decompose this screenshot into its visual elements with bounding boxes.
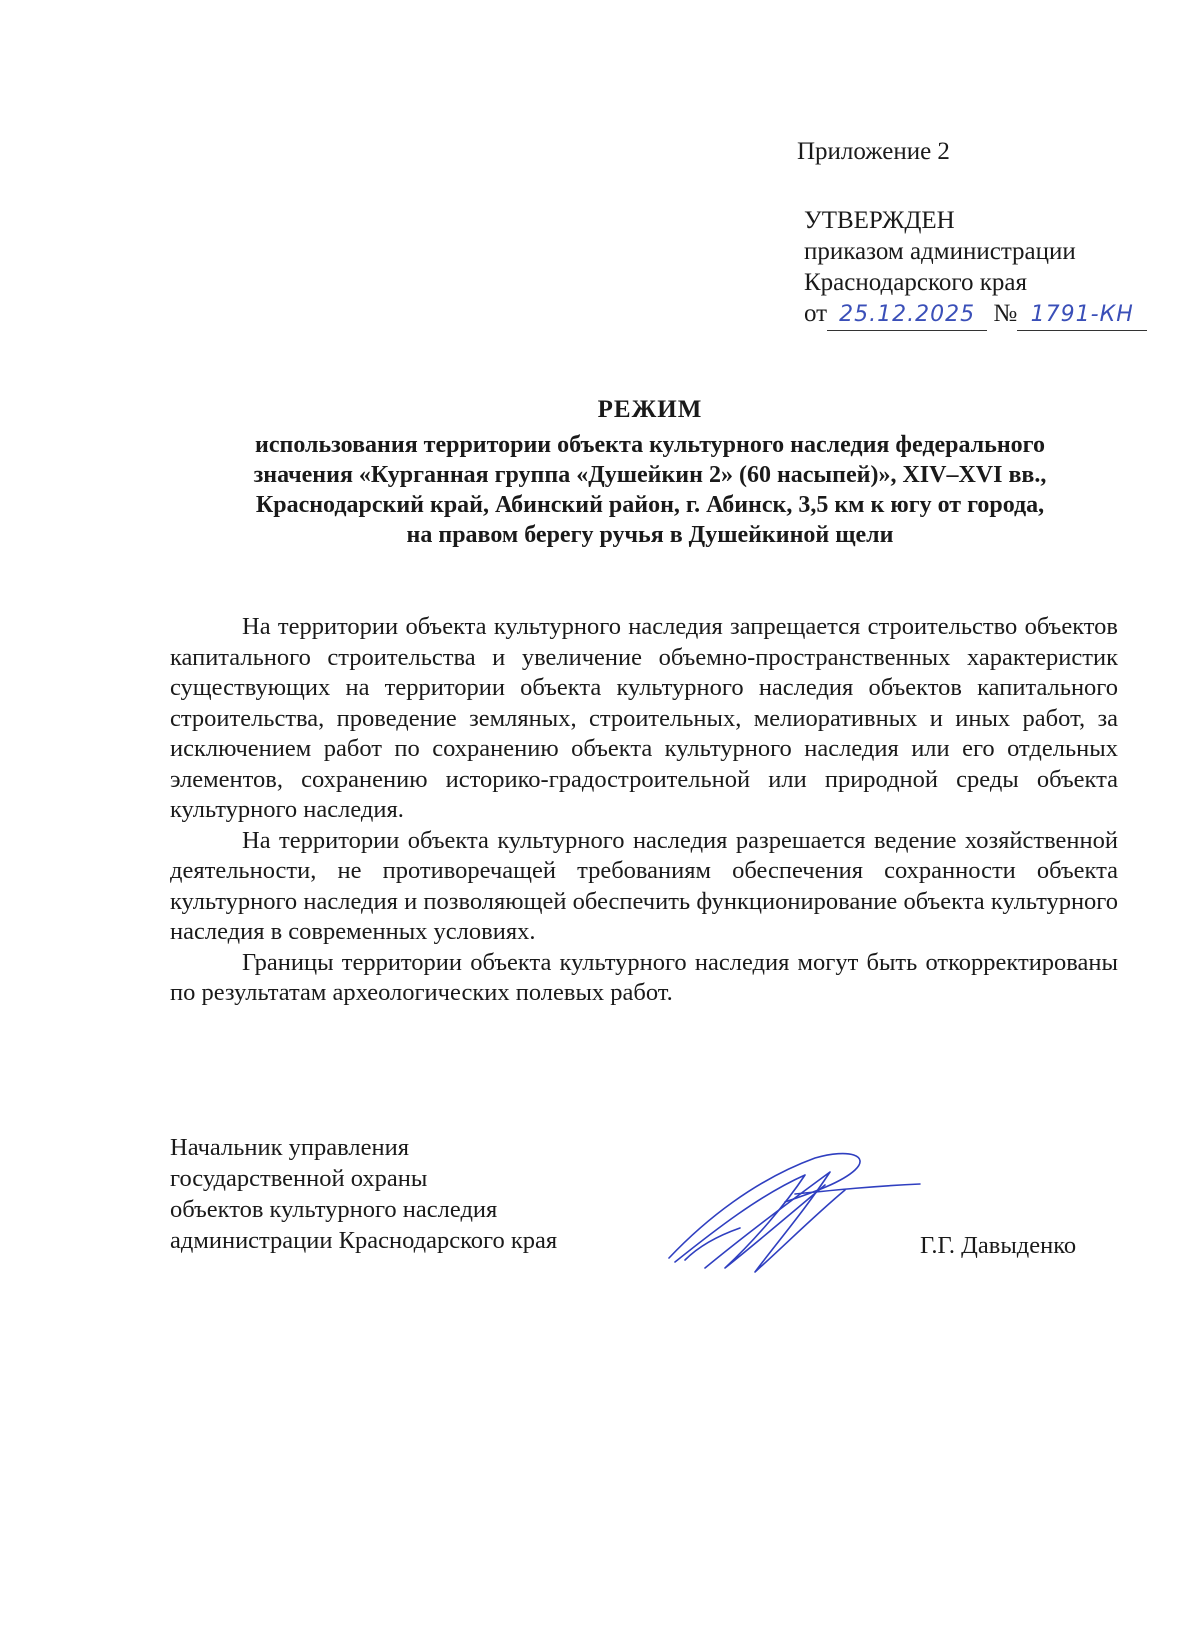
approved-label: УТВЕРЖДЕН: [804, 207, 955, 234]
body-paragraph: На территории объекта культурного наследия разрешается ведение хозяйственной деятельности, не противоречащей требованиям обеспечения сохранности объекта культурного наследия и позволяющей обеспечить функционирование объекта культурного наследия в современных условиях.: [170, 826, 1118, 945]
subtitle-line: значения «Курганная группа «Душейкин 2» (60 насыпей)», XIV–XVI вв.,: [253, 462, 1047, 488]
region-label: Краснодарского края: [804, 269, 1027, 296]
number-prefix: №: [993, 300, 1018, 327]
position-line: объектов культурного наследия: [170, 1196, 498, 1223]
body-paragraph: На территории объекта культурного наследия запрещается строительство объектов капитального строительства и увеличение объемно-пространственных характеристик существующих на территории объекта культурного наследия объектов капитального строительства, проведение земляных, строительных, мелиоративных и иных работ, за исключением работ по сохранению объекта культурного наследия или его отдельных элементов, сохранению историко-градостроительной или природной среды объекта культурного наследия.: [170, 613, 1118, 823]
subtitle-line: использования территории объекта культурного наследия федерального: [255, 432, 1045, 458]
appendix-label: Приложение 2: [797, 138, 950, 165]
document-subtitle: [170, 430, 1130, 550]
position-line: Начальник управления: [170, 1134, 409, 1161]
signature-stroke: [675, 1175, 825, 1268]
position-line: администрации Краснодарского края: [170, 1227, 558, 1254]
signatory-position: [170, 1132, 557, 1256]
by-order-label: приказом администрации: [804, 238, 1076, 265]
signature-stroke: [669, 1154, 860, 1258]
document-body: [170, 612, 1118, 1009]
handwritten-signature: [665, 1150, 925, 1275]
position-line: государственной охраны: [170, 1165, 428, 1192]
signature-stroke: [795, 1184, 920, 1194]
approval-block: [804, 205, 1147, 331]
handwritten-date: 25.12.2025: [827, 299, 987, 331]
document-title: РЕЖИМ: [597, 396, 703, 423]
body-paragraph: Границы территории объекта культурного наследия могут быть откорректированы по результатам археологических полевых работ.: [170, 948, 1118, 1006]
date-prefix: от: [804, 300, 828, 327]
signatory-name: Г.Г. Давыденко: [920, 1232, 1077, 1259]
order-date-line: [804, 298, 1147, 331]
handwritten-number: 1791-КН: [1017, 299, 1147, 331]
subtitle-line: на правом берегу ручья в Душейкиной щели: [406, 522, 894, 548]
subtitle-line: Краснодарский край, Абинский район, г. Абинск, 3,5 км к югу от города,: [255, 492, 1045, 518]
